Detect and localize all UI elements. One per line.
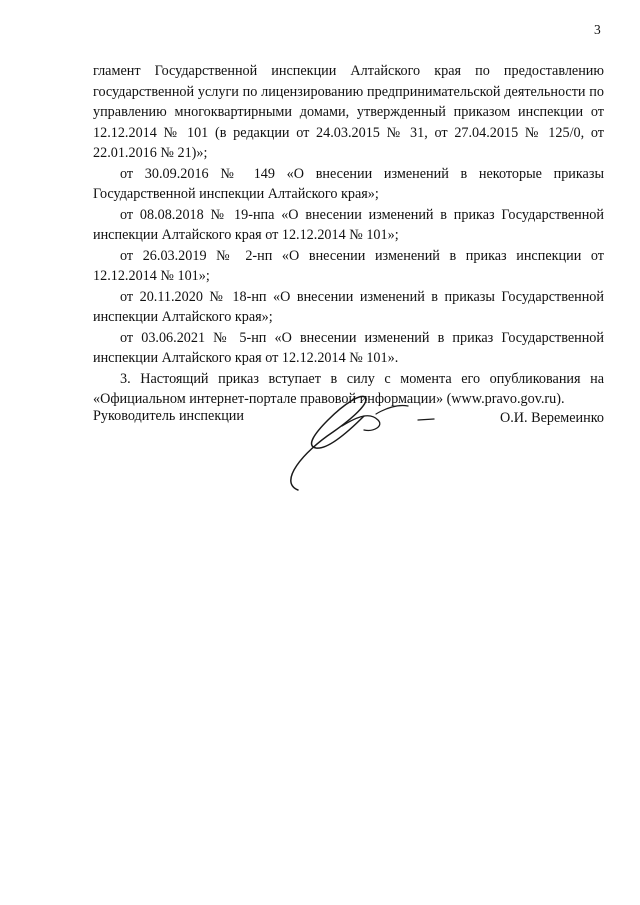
paragraph-order-2020: от 20.11.2020 № 18-нп «О внесении изменений в приказы Государственной инспекции Алтайского края»; <box>93 288 604 325</box>
paragraph-order-2021: от 03.06.2021 № 5-нп «О внесении изменений в приказ Государственной инспекции Алтайского края от 12.12.2014 № 101». <box>93 329 604 366</box>
document-body <box>93 61 604 410</box>
page-number: 3 <box>594 22 601 37</box>
signer-title: Руководитель инспекции <box>93 408 244 424</box>
paragraph-order-2016: от 30.09.2016 № 149 «О внесении изменений в некоторые приказы Государственной инспекции Алтайского края»; <box>93 165 604 202</box>
paragraph-regulation-continued: гламент Государственной инспекции Алтайского края по предоставлению государственной услуги по лицензированию предпринимательской деятельности по управлению многоквартирными домами, утвержденный приказом инспекции от 12.12.2014 № 101 (в редакции от 24.03.2015 № 31, от 27.04.2015 № 125/0, от 22.01.2016 № 21)»; <box>93 63 604 161</box>
handwritten-signature <box>258 390 458 500</box>
signature-block <box>93 404 604 514</box>
paragraph-effective-date: 3. Настоящий приказ вступает в силу с момента его опубликования на «Официальном интернет-портале правовой информации» (www.pravo.gov.ru). <box>93 370 604 407</box>
paragraph-order-2018: от 08.08.2018 № 19-нпа «О внесении изменений в приказ Государственной инспекции Алтайского края от 12.12.2014 № 101»; <box>93 206 604 243</box>
paragraph-order-2019: от 26.03.2019 № 2-нп «О внесении изменений в приказ инспекции от 12.12.2014 № 101»; <box>93 247 604 284</box>
signer-name: О.И. Веремеинко <box>499 410 604 426</box>
